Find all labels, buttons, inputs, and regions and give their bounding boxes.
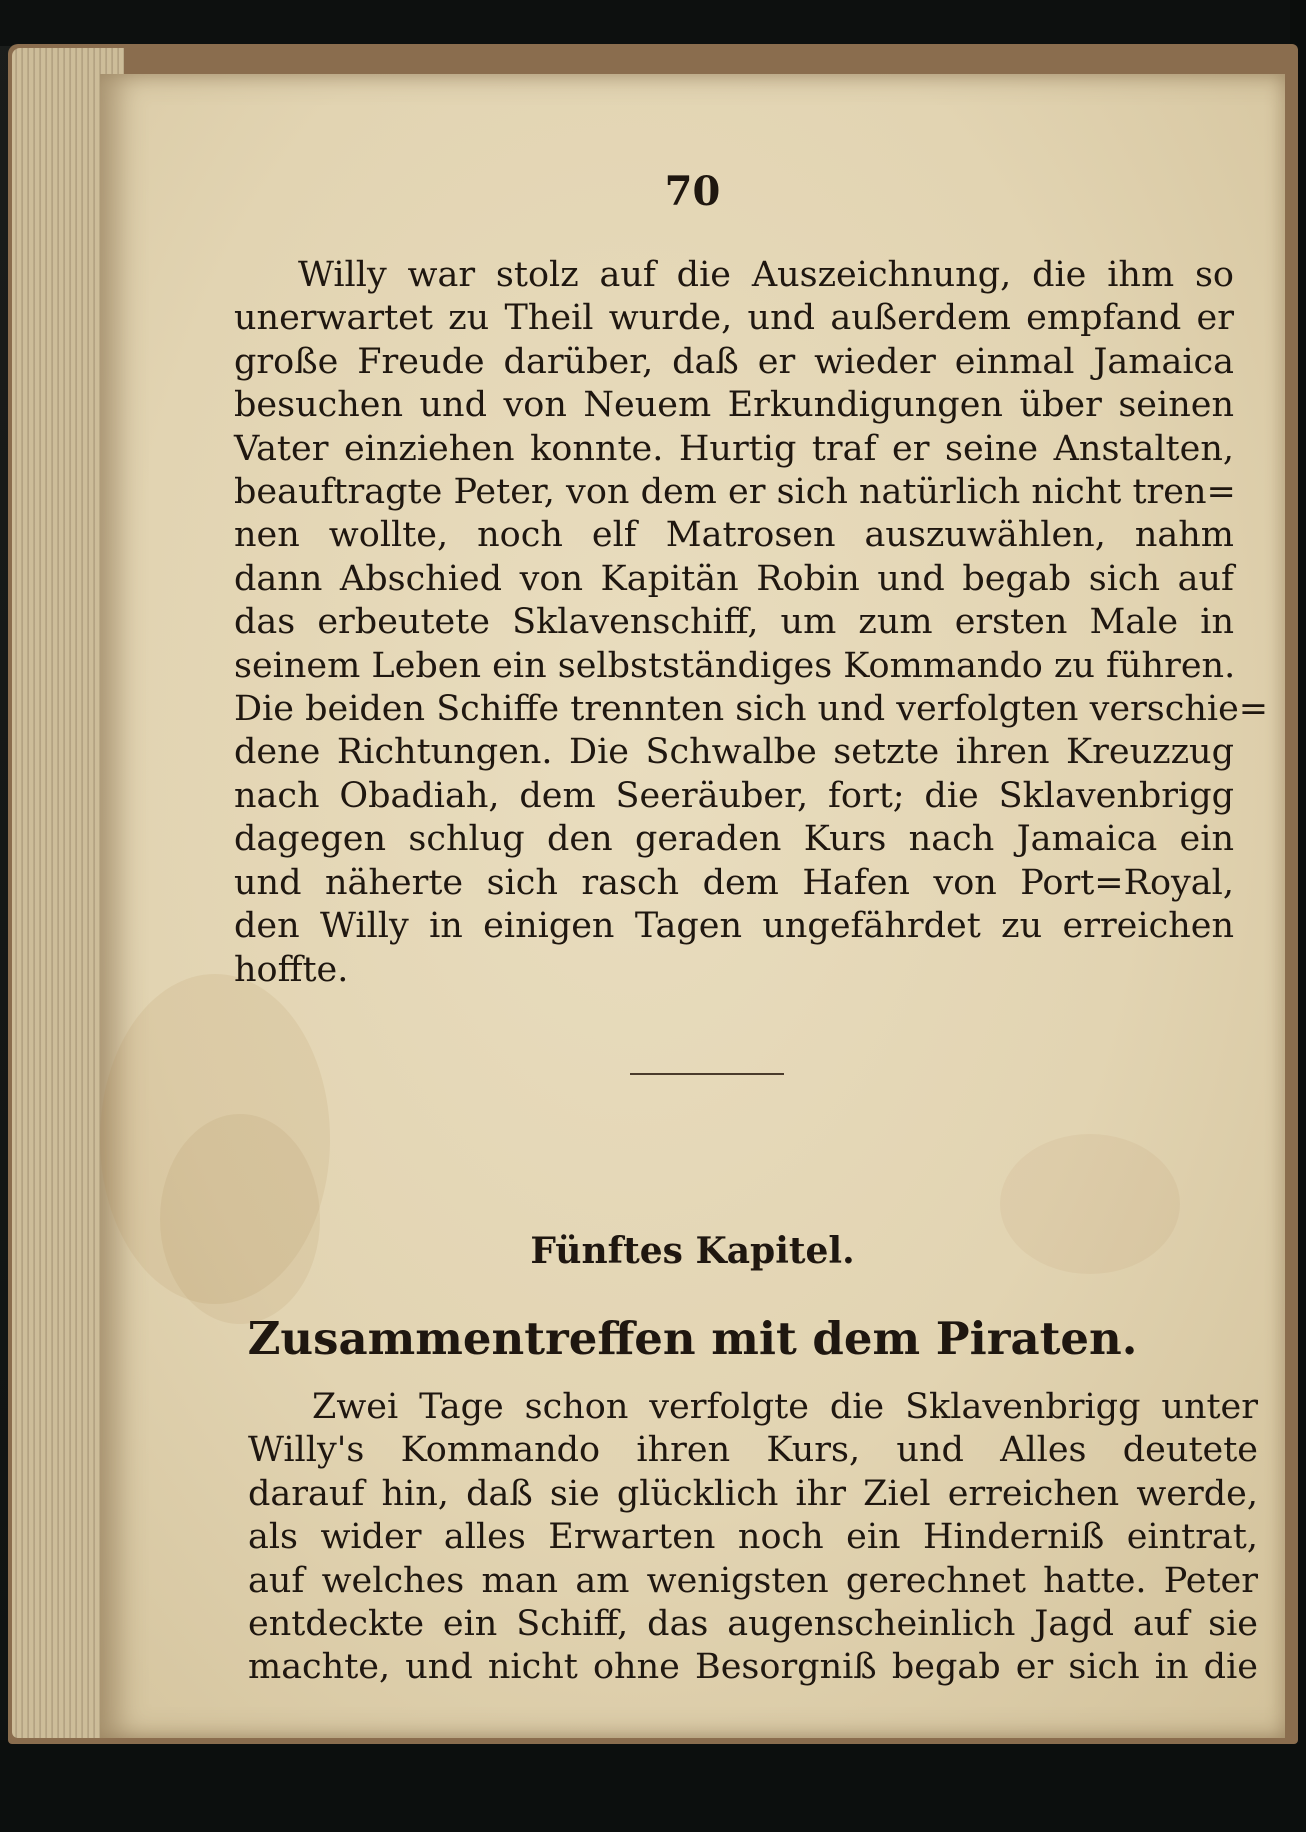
text-line: Die beiden Schiffe trennten sich und verfolgten verschie= <box>234 689 1269 730</box>
page-number: 70 <box>664 168 721 215</box>
text-line: dagegen schlug den geraden Kurs nach Jamaica ein <box>234 819 1234 860</box>
text-line: Vater einziehen konnte. Hurtig traf er seine Anstalten, <box>234 428 1234 469</box>
text-line: Willy's Kommando ihren Kurs, und Alles deutete <box>248 1430 1258 1471</box>
section-divider <box>630 1073 784 1075</box>
text-line: beauftragte Peter, von dem er sich natürlich nicht tren= <box>234 472 1236 513</box>
text-line: und näherte sich rasch dem Hafen von Port=Royal, <box>234 862 1234 903</box>
text-line: dann Abschied von Kapitän Robin und begab sich auf <box>234 558 1234 599</box>
book-cover-top <box>0 0 1306 46</box>
text-line: Zwei Tage schon verfolgte die Sklavenbrigg unter <box>312 1387 1258 1427</box>
chapter-title: Zusammentreffen mit dem Piraten. <box>247 1312 1138 1365</box>
text-line: hoffte. <box>234 949 349 990</box>
book-page <box>100 74 1285 1738</box>
paragraph-1 <box>234 254 1269 992</box>
text-line: dene Richtungen. Die Schwalbe setzte ihren Kreuzzug <box>234 732 1234 773</box>
paper-stain <box>160 1114 320 1324</box>
text-line: das erbeutete Sklavenschiff, um zum ersten Male in <box>234 602 1234 643</box>
text-line: darauf hin, daß sie glücklich ihr Ziel erreichen werde, <box>248 1473 1258 1514</box>
text-line: Willy war stolz auf die Auszeichnung, die ihm so <box>298 255 1234 295</box>
text-line: besuchen und von Neuem Erkundigungen über seinen <box>234 385 1234 426</box>
text-line: seinem Leben ein selbstständiges Kommando zu führen. <box>234 645 1236 686</box>
text-line: den Willy in einigen Tagen ungefährdet zu erreichen <box>234 906 1234 947</box>
text-line: nen wollte, noch elf Matrosen auszuwählen, nahm <box>234 515 1234 556</box>
text-line: nach Obadiah, dem Seeräuber, fort; die Sklavenbrigg <box>234 775 1234 816</box>
text-line: machte, und nicht ohne Besorgniß begab er sich in die <box>248 1647 1258 1688</box>
paragraph-2 <box>248 1386 1258 1690</box>
text-line: entdeckte ein Schiff, das augenscheinlich Jagd auf sie <box>248 1604 1258 1645</box>
book-cover-bottom <box>0 1740 1306 1832</box>
text-line: auf welches man am wenigsten gerechnet hatte. Peter <box>248 1560 1258 1601</box>
text-line: unerwartet zu Theil wurde, und außerdem empfand er <box>234 298 1234 339</box>
text-line: als wider alles Erwarten noch ein Hinderniß eintrat, <box>248 1517 1258 1558</box>
chapter-label: Fünftes Kapitel. <box>530 1230 855 1272</box>
text-line: große Freude darüber, daß er wieder einmal Jamaica <box>234 341 1234 382</box>
